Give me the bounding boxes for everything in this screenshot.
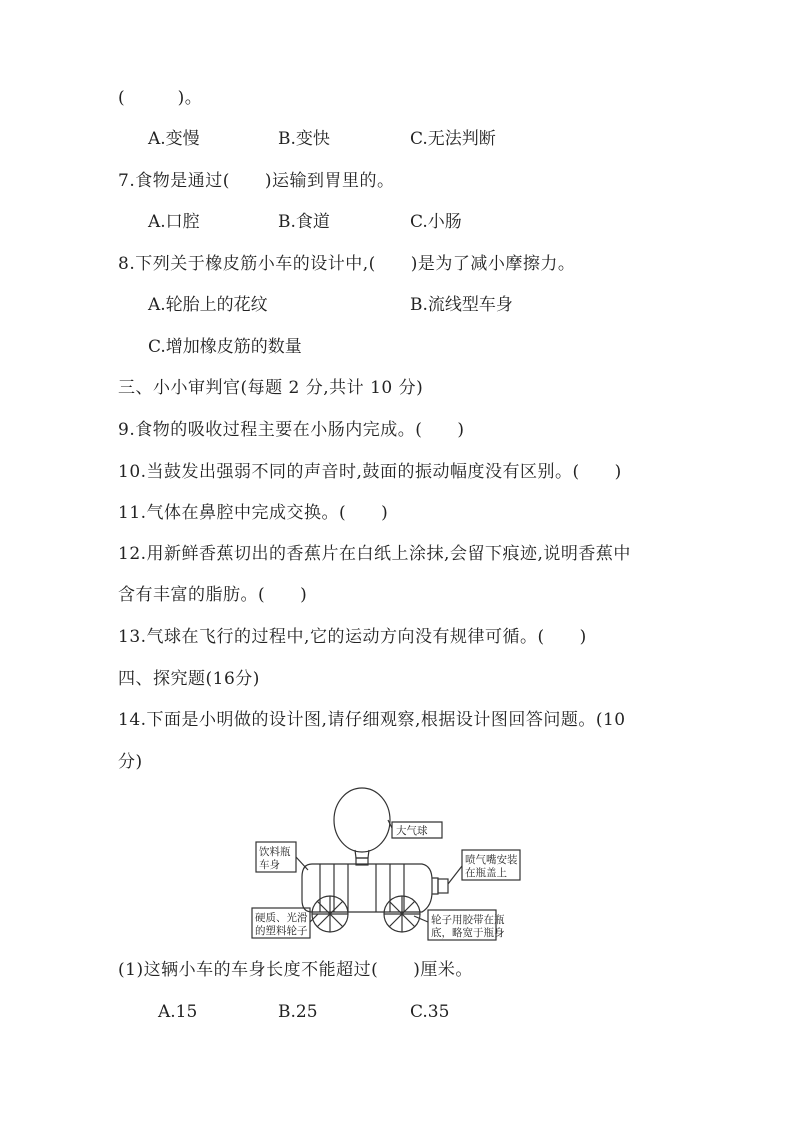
question-7: 7.食物是通过( )运输到胃里的。 [118,171,395,191]
label-tape-2: 底，略宽于瓶身 [431,927,505,939]
question-11: 11.气体在鼻腔中完成交换。( ) [118,503,389,523]
q6-continuation: ( )。 [118,88,203,108]
q14-1-option-a: A.15 [158,1002,198,1022]
q14-1-option-c: C.35 [410,1002,450,1022]
q14-1-option-b: B.25 [278,1002,318,1022]
q8-option-a: A.轮胎上的花纹 [148,295,268,315]
section-3-heading: 三、小小审判官(每题 2 分,共计 10 分) [118,378,424,398]
q7-option-a: A.口腔 [148,212,200,232]
q6-option-b: B.变快 [278,129,330,149]
q7-option-c: C.小肠 [410,212,462,232]
question-10: 10.当鼓发出强弱不同的声音时,鼓面的振动幅度没有区别。( ) [118,462,622,482]
question-12-line-1: 12.用新鲜香蕉切出的香蕉片在白纸上涂抹,会留下痕迹,说明香蕉中 [118,544,631,564]
balloon-shape [334,788,390,852]
label-nozzle-1: 喷气嘴安装 [465,854,518,866]
question-14-line-1: 14.下面是小明做的设计图,请仔细观察,根据设计图回答问题。(10 [118,710,626,730]
question-9: 9.食物的吸收过程主要在小肠内完成。( ) [118,420,465,440]
q8-option-c: C.增加橡皮筋的数量 [148,337,302,357]
balloon-car-figure [250,782,538,950]
question-14-line-2: 分) [118,752,143,772]
label-bottle-2: 车身 [259,859,280,871]
label-nozzle-2: 在瓶盖上 [465,867,507,879]
label-bottle-1: 饮料瓶 [259,846,291,858]
label-wheel-1: 硬质、光滑 [255,912,308,924]
label-balloon: 大气球 [396,825,428,837]
question-8: 8.下列关于橡皮筋小车的设计中,( )是为了减小摩擦力。 [118,254,576,274]
label-tape-1: 轮子用胶带在瓶 [431,914,505,926]
section-4-heading: 四、探究题(16分) [118,669,260,689]
question-13: 13.气球在飞行的过程中,它的运动方向没有规律可循。( ) [118,627,587,647]
q7-option-b: B.食道 [278,212,330,232]
question-12-line-2: 含有丰富的脂肪。( ) [118,585,308,605]
q6-option-c: C.无法判断 [410,129,496,149]
question-14-sub-1: (1)这辆小车的车身长度不能超过( )厘米。 [118,960,473,980]
q8-option-b: B.流线型车身 [410,295,513,315]
label-wheel-2: 的塑料轮子 [255,925,308,937]
q6-option-a: A.变慢 [148,129,200,149]
